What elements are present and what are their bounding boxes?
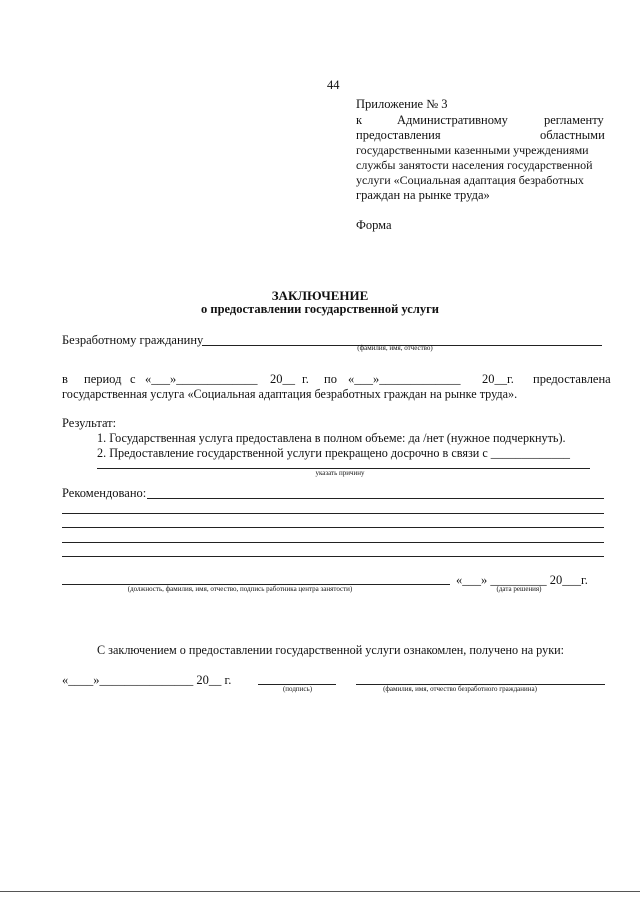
recommended-line-1[interactable] [147, 498, 604, 499]
citizen-caption: (фамилия, имя, отчество) [357, 344, 433, 352]
appendix-line-2a: предоставления [356, 128, 441, 142]
citizen-signature-caption: (подпись) [282, 685, 313, 693]
citizen-label: Безработному гражданину [62, 333, 204, 347]
decision-date[interactable]: «___» _________ 20___г. [456, 573, 588, 587]
appendix-line-k: к [356, 113, 363, 127]
decision-date-caption: (дата решения) [496, 585, 542, 593]
period-end-year[interactable]: 20__г. [482, 372, 514, 386]
form-label: Форма [356, 218, 392, 232]
period-word-3: с [130, 372, 136, 386]
recommended-line-5[interactable] [62, 556, 604, 557]
period-end-date[interactable]: «___»_____________ [348, 372, 461, 386]
document-title: ЗАКЛЮЧЕНИЕ [271, 288, 369, 303]
acknowledgement-date[interactable]: «____»_______________ 20__ г. [62, 673, 232, 687]
appendix-line-4: службы занятости населения государственной [356, 158, 593, 172]
acknowledgement-text: С заключением о предоставлении государственной услуги ознакомлен, получено на руки: [97, 643, 565, 657]
recommended-line-2[interactable] [62, 513, 604, 514]
page-bottom-rule [0, 891, 640, 892]
period-line-2: государственная услуга «Социальная адаптация безработных граждан на рынке труда». [62, 387, 518, 401]
page-number: 44 [327, 78, 340, 92]
period-word-6: г. [302, 372, 309, 386]
period-start-year[interactable]: 20__ [270, 372, 295, 386]
result-item-2: 2. Предоставление государственной услуги прекращено досрочно в связи с _____________ [97, 446, 571, 460]
document-subtitle: о предоставлении государственной услуги [201, 302, 439, 316]
recommended-label: Рекомендовано: [62, 486, 147, 500]
reason-caption: указать причину [315, 469, 365, 477]
appendix-line-2b: областными [540, 128, 605, 142]
appendix-line-5: услуги «Социальная адаптация безработных [356, 173, 584, 187]
appendix-line-3: государственными казенными учреждениями [356, 143, 589, 157]
citizen-fullname-caption: (фамилия, имя, отчество безработного гражданина) [383, 685, 537, 693]
period-word-7: по [324, 372, 337, 386]
period-word-2: период [84, 372, 122, 386]
result-label: Результат: [62, 416, 117, 430]
staff-signature-caption: (должность, фамилия, имя, отчество, подпись работника центра занятости) [127, 585, 353, 593]
appendix-line-6: граждан на рынке труда» [356, 188, 490, 202]
period-word-10: предоставлена [533, 372, 611, 386]
appendix-line-reg: регламенту [544, 113, 604, 127]
period-word-1: в [62, 372, 68, 386]
result-item-1: 1. Государственная услуга предоставлена в полном объеме: да /нет (нужное подчеркнуть). [97, 431, 566, 445]
appendix-title: Приложение № 3 [356, 97, 448, 111]
recommended-line-4[interactable] [62, 542, 604, 543]
period-start-date[interactable]: «___»_____________ [145, 372, 258, 386]
recommended-line-3[interactable] [62, 527, 604, 528]
appendix-line-adm: Административному [397, 113, 508, 127]
